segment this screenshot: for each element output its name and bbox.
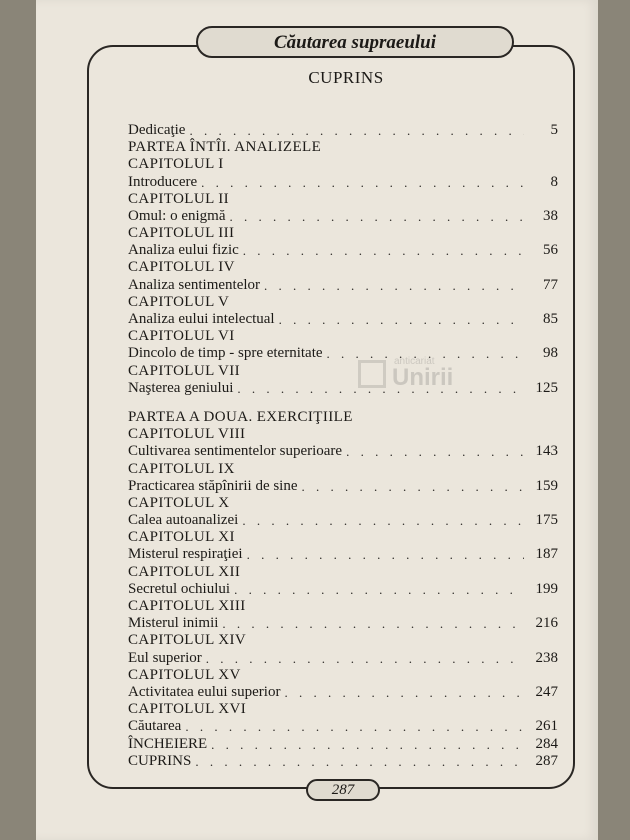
toc-chapter-heading [128, 156, 558, 173]
toc-page-number: 125 [535, 379, 558, 396]
toc-text: PARTEA ÎNTÎI. ANALIZELE [128, 139, 322, 156]
toc-chapter-heading [128, 461, 558, 478]
toc-text: CAPITOLUL V [128, 293, 230, 310]
toc-chapter-heading [128, 225, 558, 242]
toc-entry [128, 478, 558, 495]
toc-entry [128, 174, 558, 191]
toc-entry [128, 242, 558, 259]
toc-text: Misterul inimii [128, 615, 219, 632]
dot-leader [264, 277, 524, 294]
toc-text: PARTEA A DOUA. EXERCIŢIILE [128, 408, 353, 425]
toc-chapter-heading [128, 598, 558, 615]
dot-leader [230, 208, 525, 225]
toc-page-number: 175 [535, 512, 558, 529]
toc-page-number: 77 [543, 276, 558, 293]
toc-text: Analiza eului fizic [128, 242, 239, 259]
toc-text: CAPITOLUL XIII [128, 598, 246, 615]
toc-chapter-heading [128, 426, 558, 443]
toc-chapter-heading [128, 529, 558, 546]
dot-leader [247, 546, 524, 563]
toc-text: Analiza sentimentelor [128, 276, 261, 293]
toc-text: Dincolo de timp - spre eternitate [128, 345, 323, 362]
toc-entry [128, 443, 558, 460]
dot-leader [242, 512, 524, 529]
toc-text: CAPITOLUL III [128, 225, 235, 242]
toc-page-number: 56 [543, 242, 558, 259]
dot-leader [243, 242, 524, 259]
dot-leader [185, 718, 524, 735]
toc-text: Misterul respiraţiei [128, 546, 243, 563]
toc-entry [128, 615, 558, 632]
toc-entry [128, 547, 558, 564]
toc-entry [128, 345, 558, 362]
toc-text: CAPITOLUL XVI [128, 701, 247, 718]
toc-page-number: 8 [550, 173, 558, 190]
dot-leader [284, 684, 524, 701]
toc-text: CAPITOLUL XIV [128, 632, 247, 649]
toc-page-number: 216 [535, 615, 558, 632]
toc-text: CAPITOLUL XV [128, 666, 241, 683]
toc-text: Omul: o enigmă [128, 207, 226, 224]
toc-page-number: 85 [543, 311, 558, 328]
toc-page-number: 287 [535, 752, 558, 769]
toc-text: CAPITOLUL XII [128, 563, 241, 580]
toc-text: CAPITOLUL IX [128, 460, 235, 477]
toc-chapter-heading [128, 632, 558, 649]
toc-entry [128, 581, 558, 598]
toc-entry [128, 380, 558, 397]
toc-chapter-heading [128, 328, 558, 345]
toc-text: Dedicaţie [128, 121, 186, 138]
toc-text: Introducere [128, 173, 198, 190]
contents-heading: CUPRINS [308, 68, 384, 87]
toc-text: CAPITOLUL X [128, 494, 230, 511]
toc-entry [128, 208, 558, 225]
toc-entry [128, 650, 558, 667]
dot-leader [279, 311, 524, 328]
dot-leader [189, 122, 524, 139]
dot-leader [211, 736, 524, 753]
toc-page-number: 247 [535, 683, 558, 700]
toc-text: Calea autoanalizei [128, 512, 239, 529]
book-page [36, 0, 598, 840]
toc-text: CAPITOLUL XI [128, 529, 235, 546]
toc-page-number: 159 [535, 477, 558, 494]
toc-entry [128, 277, 558, 294]
toc-text: CAPITOLUL I [128, 156, 224, 173]
toc-chapter-heading [128, 495, 558, 512]
toc-text: CAPITOLUL VII [128, 362, 241, 379]
toc-text: ÎNCHEIERE [128, 735, 208, 752]
watermark-small-text: anticariat [394, 356, 435, 367]
toc-text: Analiza eului intelectual [128, 311, 275, 328]
table-of-contents [128, 118, 558, 770]
toc-text: Activitatea eului superior [128, 683, 281, 700]
toc-part-heading [128, 139, 558, 156]
dot-leader [234, 581, 524, 598]
toc-part-heading [128, 409, 558, 426]
toc-text: Practicarea stăpînirii de sine [128, 477, 298, 494]
watermark-big-text: Unirii [392, 364, 454, 391]
toc-page-number: 5 [550, 121, 558, 138]
toc-page-number: 143 [535, 443, 558, 460]
toc-text: Cultivarea sentimentelor superioare [128, 443, 343, 460]
page-number: 287 [306, 779, 380, 801]
toc-page-number: 261 [535, 718, 558, 735]
toc-page-number: 38 [543, 207, 558, 224]
dot-leader [327, 345, 524, 362]
toc-entry [128, 311, 558, 328]
toc-text: Căutarea [128, 718, 182, 735]
toc-entry [128, 122, 558, 139]
dot-leader [237, 380, 524, 397]
toc-chapter-heading [128, 701, 558, 718]
dot-leader [222, 615, 524, 632]
toc-chapter-heading [128, 191, 558, 208]
toc-text: Secretul ochiului [128, 580, 231, 597]
toc-entry [128, 753, 558, 770]
dot-leader [195, 753, 524, 770]
dot-leader [302, 478, 524, 495]
toc-chapter-heading [128, 294, 558, 311]
toc-page-number: 284 [535, 735, 558, 752]
toc-text: CAPITOLUL VIII [128, 426, 246, 443]
toc-entry [128, 718, 558, 735]
toc-page-number: 187 [535, 546, 558, 563]
toc-text: CAPITOLUL VI [128, 328, 235, 345]
toc-chapter-heading [128, 667, 558, 684]
toc-entry [128, 736, 558, 753]
dot-leader [201, 174, 524, 191]
toc-text: Eul superior [128, 649, 202, 666]
toc-chapter-heading [128, 260, 558, 277]
dot-leader [206, 650, 524, 667]
toc-page-number: 238 [535, 649, 558, 666]
toc-text: CUPRINS [128, 752, 192, 769]
toc-text: CAPITOLUL IV [128, 259, 235, 276]
running-title: Căutarea supraeului [196, 26, 514, 58]
dot-leader [346, 443, 524, 460]
toc-page-number: 98 [543, 345, 558, 362]
toc-text: CAPITOLUL II [128, 190, 230, 207]
toc-page-number: 199 [535, 580, 558, 597]
toc-chapter-heading [128, 564, 558, 581]
toc-text: Naşterea geniului [128, 379, 234, 396]
toc-entry [128, 512, 558, 529]
toc-entry [128, 684, 558, 701]
toc-chapter-heading [128, 363, 558, 380]
